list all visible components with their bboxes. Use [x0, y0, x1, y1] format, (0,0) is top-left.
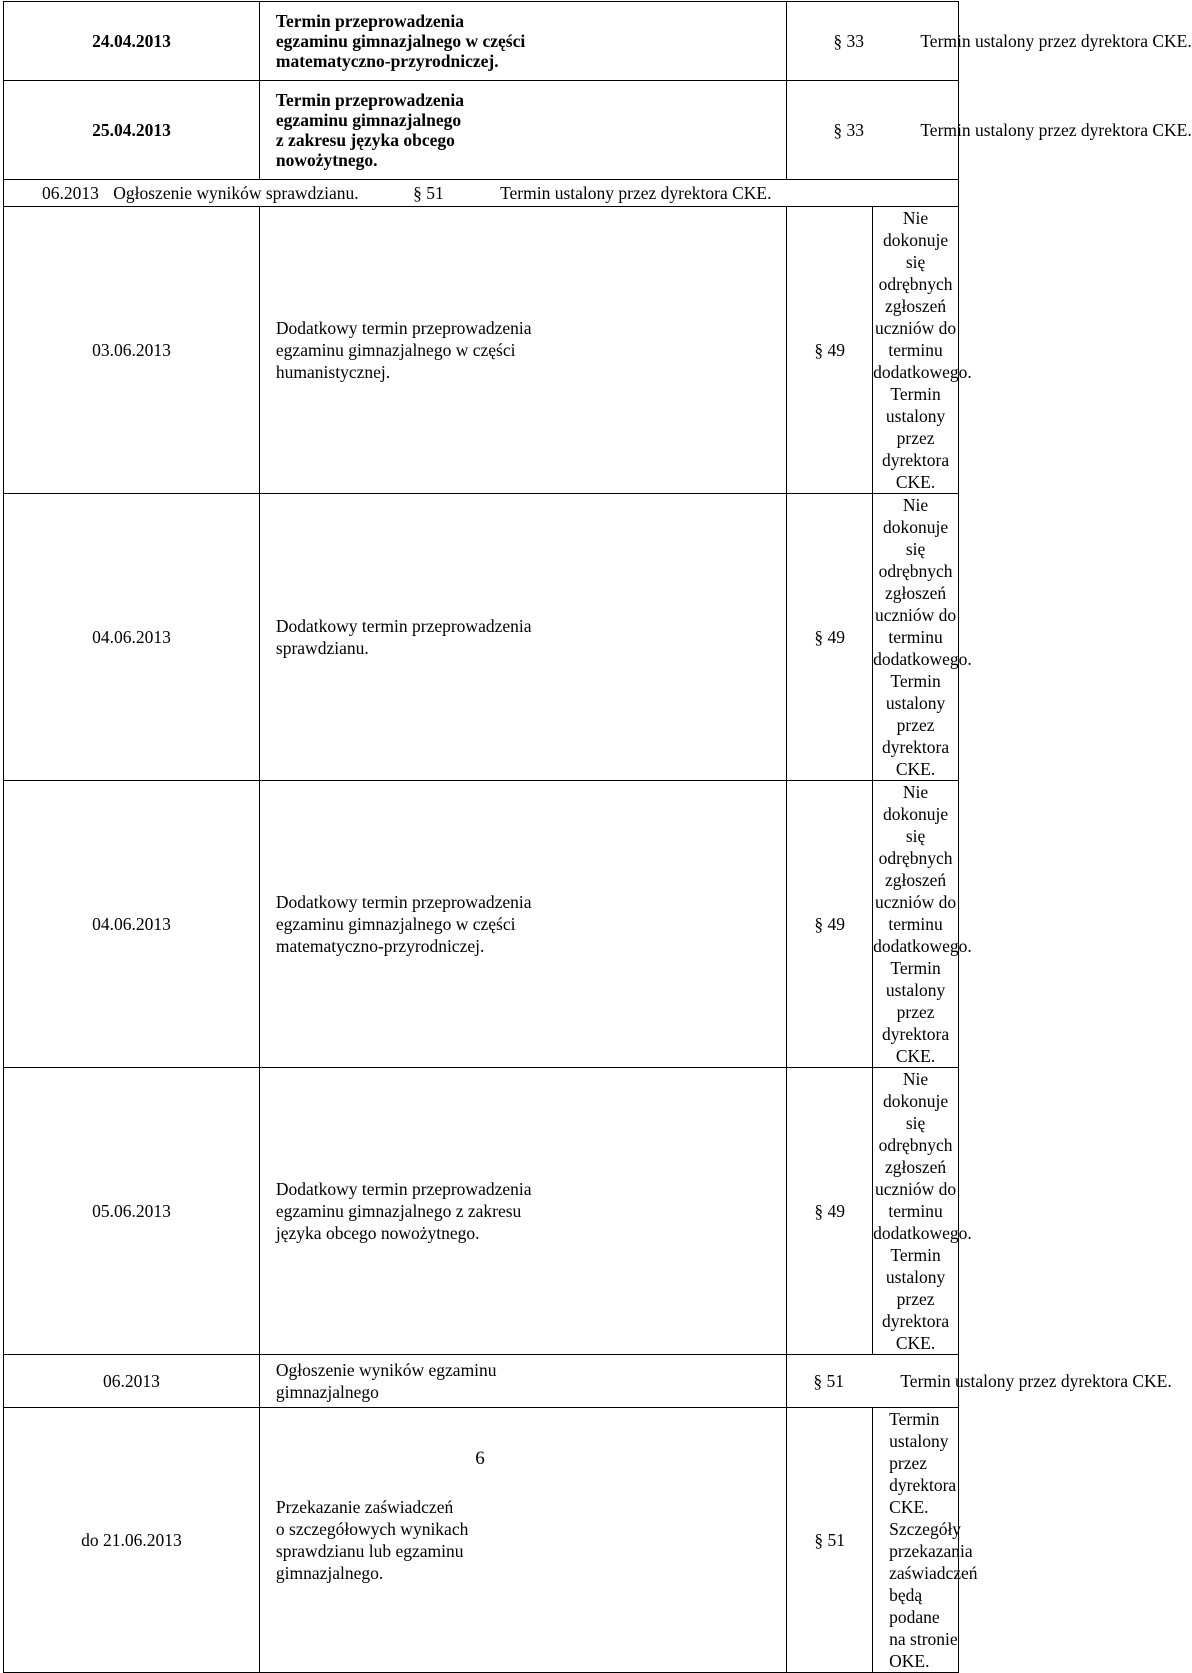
note-cell: [873, 207, 972, 494]
description-line: matematyczno-przyrodniczej.: [275, 936, 485, 956]
table-row: [4, 781, 959, 1068]
description-cell: [259, 1355, 786, 1408]
note-line: Termin ustalony przez dyrektora CKE.: [920, 31, 1192, 51]
description-line: egzaminu gimnazjalnego w części: [275, 340, 516, 360]
description-line: humanistycznej.: [275, 362, 391, 382]
section-mark-icon: §: [814, 340, 824, 360]
description-cell: [259, 781, 786, 1068]
description-line: Ogłoszenie wyników egzaminu: [275, 1360, 497, 1380]
section-mark-icon: §: [814, 914, 824, 934]
paragraph-cell: [787, 1068, 873, 1355]
table-row: [4, 494, 959, 781]
date-cell: [4, 1355, 260, 1408]
date-text: 25.04.2013: [92, 120, 171, 140]
description-line: gimnazjalnego: [275, 1382, 379, 1402]
description-cell: [259, 2, 786, 81]
description-line: Termin przeprowadzenia: [275, 90, 465, 110]
note-line: Termin ustalony przez dyrektora CKE.: [882, 671, 950, 779]
description-line: Dodatkowy termin przeprowadzenia: [275, 616, 532, 636]
paragraph-note-cell: [787, 2, 1192, 81]
table-row: [4, 207, 959, 494]
table-row: [4, 81, 959, 180]
date-cell: [4, 781, 260, 1068]
description-line: o szczegółowych wynikach: [275, 1519, 469, 1539]
date-text: 06.2013: [42, 183, 99, 203]
note-line: Termin ustalony przez dyrektora CKE.: [882, 1245, 950, 1353]
paragraph-number: 51: [826, 1371, 844, 1391]
paragraph-cell: [787, 494, 873, 781]
description-cell: [259, 81, 786, 180]
note-cell: [873, 494, 972, 781]
description-line: sprawdzianu.: [275, 638, 369, 658]
note-cell: [873, 781, 972, 1068]
date-text: do 21.06.2013: [81, 1530, 182, 1550]
description-cell: [259, 1068, 786, 1355]
description-line: Dodatkowy termin przeprowadzenia: [275, 318, 532, 338]
page-number: 6: [475, 1448, 485, 1469]
description-cell: [259, 494, 786, 781]
description-line: z zakresu języka obcego: [275, 130, 455, 150]
paragraph-number: 33: [846, 120, 864, 140]
table-row: [4, 2, 959, 81]
description-line: egzaminu gimnazjalnego: [275, 110, 462, 130]
table-row: [4, 180, 959, 207]
section-mark-icon: §: [813, 1371, 823, 1391]
note-line: Termin ustalony przez dyrektora CKE.: [882, 958, 950, 1066]
date-text: 03.06.2013: [92, 340, 171, 360]
description-line: egzaminu gimnazjalnego z zakresu: [275, 1201, 522, 1221]
section-mark-icon: §: [814, 1530, 824, 1550]
description-line: matematyczno-przyrodniczej.: [275, 51, 499, 71]
paragraph-number: 33: [846, 31, 864, 51]
description-line: nowożytnego.: [275, 150, 378, 170]
section-mark-icon: §: [814, 627, 824, 647]
note-line: uczniów do terminu dodatkowego.: [873, 318, 972, 382]
description-line: gimnazjalnego.: [275, 1563, 384, 1583]
paragraph-cell: [787, 781, 873, 1068]
date-text: 04.06.2013: [92, 914, 171, 934]
date-cell: [4, 81, 260, 180]
section-mark-icon: §: [833, 31, 843, 51]
description-line: Termin przeprowadzenia: [275, 11, 465, 31]
note-line: Termin ustalony przez dyrektora CKE.: [889, 1409, 957, 1517]
description-line: Dodatkowy termin przeprowadzenia: [275, 1179, 532, 1199]
note-line: uczniów do terminu dodatkowego.: [873, 605, 972, 669]
note-line: Nie dokonuje się odrębnych zgłoszeń: [878, 208, 953, 316]
date-cell: [4, 207, 260, 494]
table-row: [4, 1355, 959, 1408]
description-line: sprawdzianu lub egzaminu: [275, 1541, 464, 1561]
paragraph-number: 49: [827, 1201, 846, 1221]
description-line: Dodatkowy termin przeprowadzenia: [275, 892, 532, 912]
description-line: Przekazanie zaświadczeń: [275, 1497, 454, 1517]
description-line: języka obcego nowożytnego.: [275, 1223, 480, 1243]
date-cell: [4, 1068, 260, 1355]
section-mark-icon: §: [814, 1201, 824, 1221]
note-line: Szczegóły przekazania zaświadczeń: [889, 1519, 978, 1583]
schedule-table: [3, 1, 1192, 1673]
note-line: Nie dokonuje się odrębnych zgłoszeń: [878, 495, 953, 603]
paragraph-note-cell: [787, 1355, 1172, 1408]
date-text: 24.04.2013: [92, 31, 171, 51]
date-text: 05.06.2013: [92, 1201, 171, 1221]
note-line: Nie dokonuje się odrębnych zgłoszeń: [878, 1069, 953, 1177]
paragraph-number: 49: [827, 340, 846, 360]
note-line: Termin ustalony przez dyrektora CKE.: [882, 384, 950, 492]
date-cell: [4, 494, 260, 781]
description-line: Ogłoszenie wyników sprawdzianu.: [113, 183, 359, 203]
table-row: [4, 1068, 959, 1355]
section-mark-icon: §: [833, 120, 843, 140]
description-cell: [259, 207, 786, 494]
paragraph-number: 51: [827, 1530, 846, 1550]
note-line: Termin ustalony przez dyrektora CKE.: [500, 183, 772, 203]
paragraph-cell: [787, 207, 873, 494]
section-mark-icon: §: [413, 183, 422, 203]
note-line: Termin ustalony przez dyrektora CKE.: [900, 1371, 1172, 1391]
date-text: 06.2013: [103, 1371, 160, 1391]
description-line: egzaminu gimnazjalnego w części: [275, 914, 516, 934]
note-line: uczniów do terminu dodatkowego.: [873, 1179, 972, 1243]
note-line: będą podane na stronie OKE.: [889, 1585, 958, 1671]
merged-row-cell: [4, 180, 959, 207]
note-line: Nie dokonuje się odrębnych zgłoszeń: [878, 782, 953, 890]
note-line: uczniów do terminu dodatkowego.: [873, 892, 972, 956]
date-text: 04.06.2013: [92, 627, 171, 647]
note-line: Termin ustalony przez dyrektora CKE.: [920, 120, 1192, 140]
paragraph-number: 49: [827, 627, 846, 647]
paragraph-note-cell: [787, 81, 1192, 180]
paragraph-number: 49: [827, 914, 846, 934]
description-line: egzaminu gimnazjalnego w części: [275, 31, 526, 51]
date-cell: [4, 2, 260, 81]
paragraph-number: 51: [426, 183, 444, 203]
note-cell: [873, 1068, 972, 1355]
